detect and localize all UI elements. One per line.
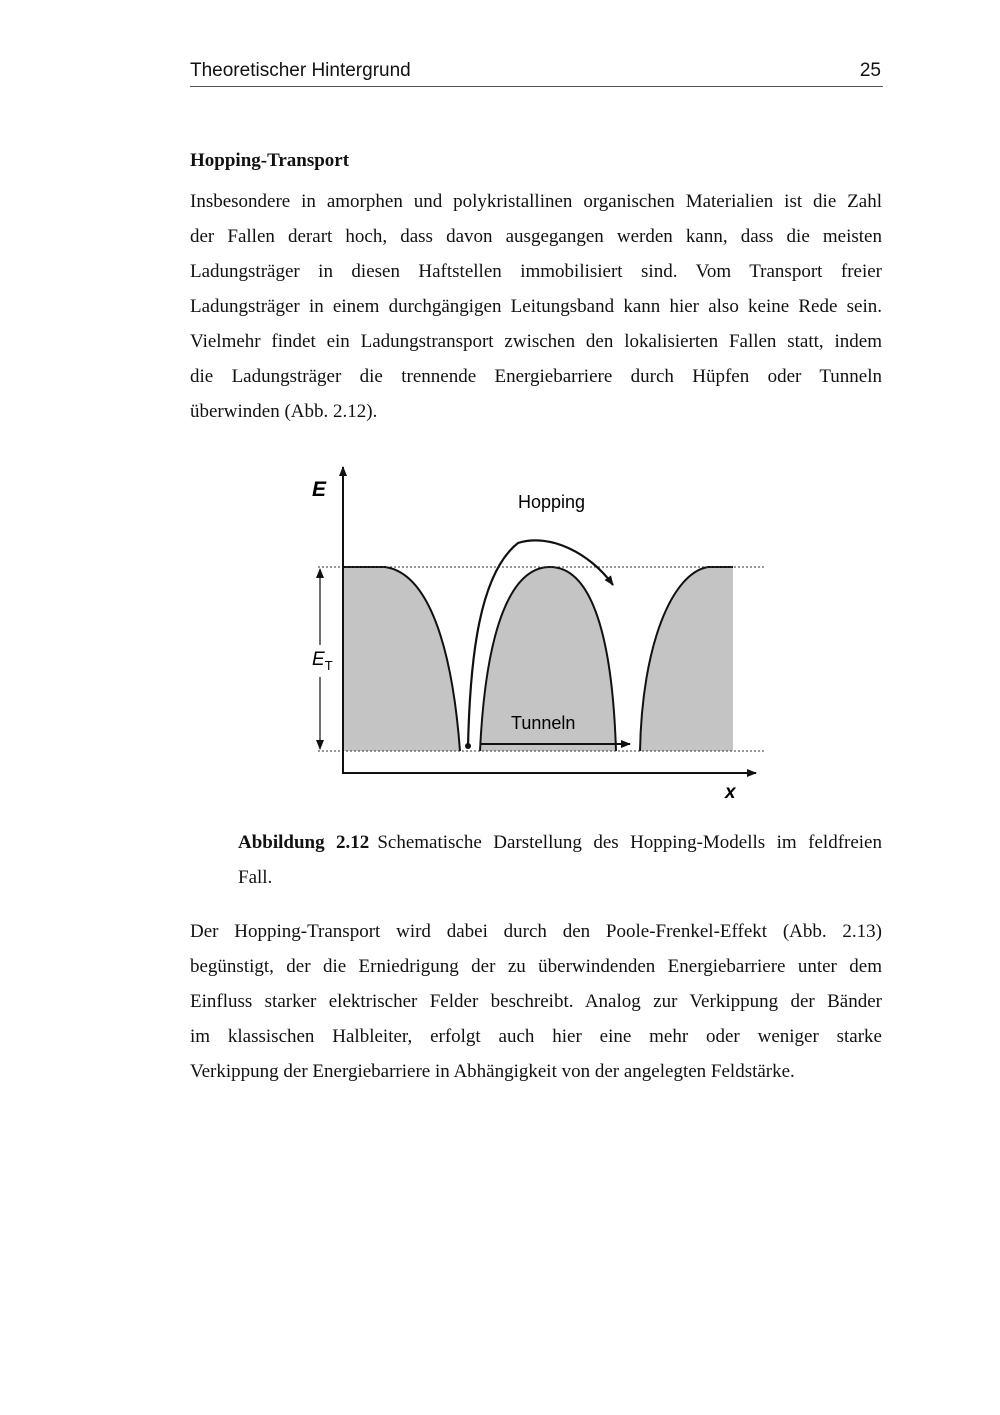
barrier-height-main: E <box>312 649 325 670</box>
caption-label: Abbildung 2.12 <box>238 832 370 853</box>
barrier-region-right <box>640 567 733 751</box>
section-title: Hopping-Transport <box>190 150 350 171</box>
hopping-diagram <box>300 455 780 805</box>
text-line: im klassischen Halbleiter, erfolgt auch hier eine mehr oder weniger starke <box>190 1026 882 1047</box>
paragraph-1 <box>190 184 882 429</box>
tunneling-label: Tunneln <box>511 713 576 733</box>
text-line: Verkippung der Energiebarriere in Abhängigkeit von der angelegten Feldstärke. <box>190 1061 795 1082</box>
text-line: Ladungsträger in einem durchgängigen Leitungsband kann hier also keine Rede sein. <box>190 296 882 317</box>
barrier-height-label <box>312 649 333 673</box>
page-header <box>190 60 883 87</box>
text-line: Der Hopping-Transport wird dabei durch den Poole-Frenkel-Effekt (Abb. 2.13) <box>190 921 882 942</box>
text-line: Ladungsträger in diesen Haftstellen immobilisiert sind. Vom Transport freier <box>190 261 882 282</box>
axis-x-label: x <box>725 782 736 803</box>
barrier-region-left <box>343 567 460 751</box>
text-line: der Fallen derart hoch, dass davon ausgegangen werden kann, dass die meisten <box>190 226 882 247</box>
caption-line <box>238 825 882 860</box>
text-line: überwinden (Abb. 2.12). <box>190 401 378 422</box>
text-line: Insbesondere in amorphen und polykristallinen organischen Materialien ist die Zahl <box>190 191 882 212</box>
barrier-height-sub: T <box>324 658 333 673</box>
header-title: Theoretischer Hintergrund <box>190 60 411 81</box>
caption-text: Schematische Darstellung des Hopping-Modells im feldfreien <box>377 832 882 853</box>
text-line: Einfluss starker elektrischer Felder beschreibt. Analog zur Verkippung der Bänder <box>190 991 882 1012</box>
text-line: begünstigt, der die Erniedrigung der zu überwindenden Energiebarriere unter dem <box>190 956 882 977</box>
text-line: die Ladungsträger die trennende Energiebarriere durch Hüpfen oder Tunneln <box>190 366 882 387</box>
caption-line: Fall. <box>238 867 273 888</box>
figure-caption <box>238 825 882 895</box>
text-line: Vielmehr findet ein Ladungstransport zwischen den lokalisierten Fallen statt, indem <box>190 331 882 352</box>
figure-hopping-model <box>300 455 780 805</box>
page-number: 25 <box>859 60 881 81</box>
carrier-dot <box>465 743 471 749</box>
paragraph-2 <box>190 914 882 1089</box>
axis-y-label: E <box>312 478 327 501</box>
hopping-label: Hopping <box>518 492 586 512</box>
